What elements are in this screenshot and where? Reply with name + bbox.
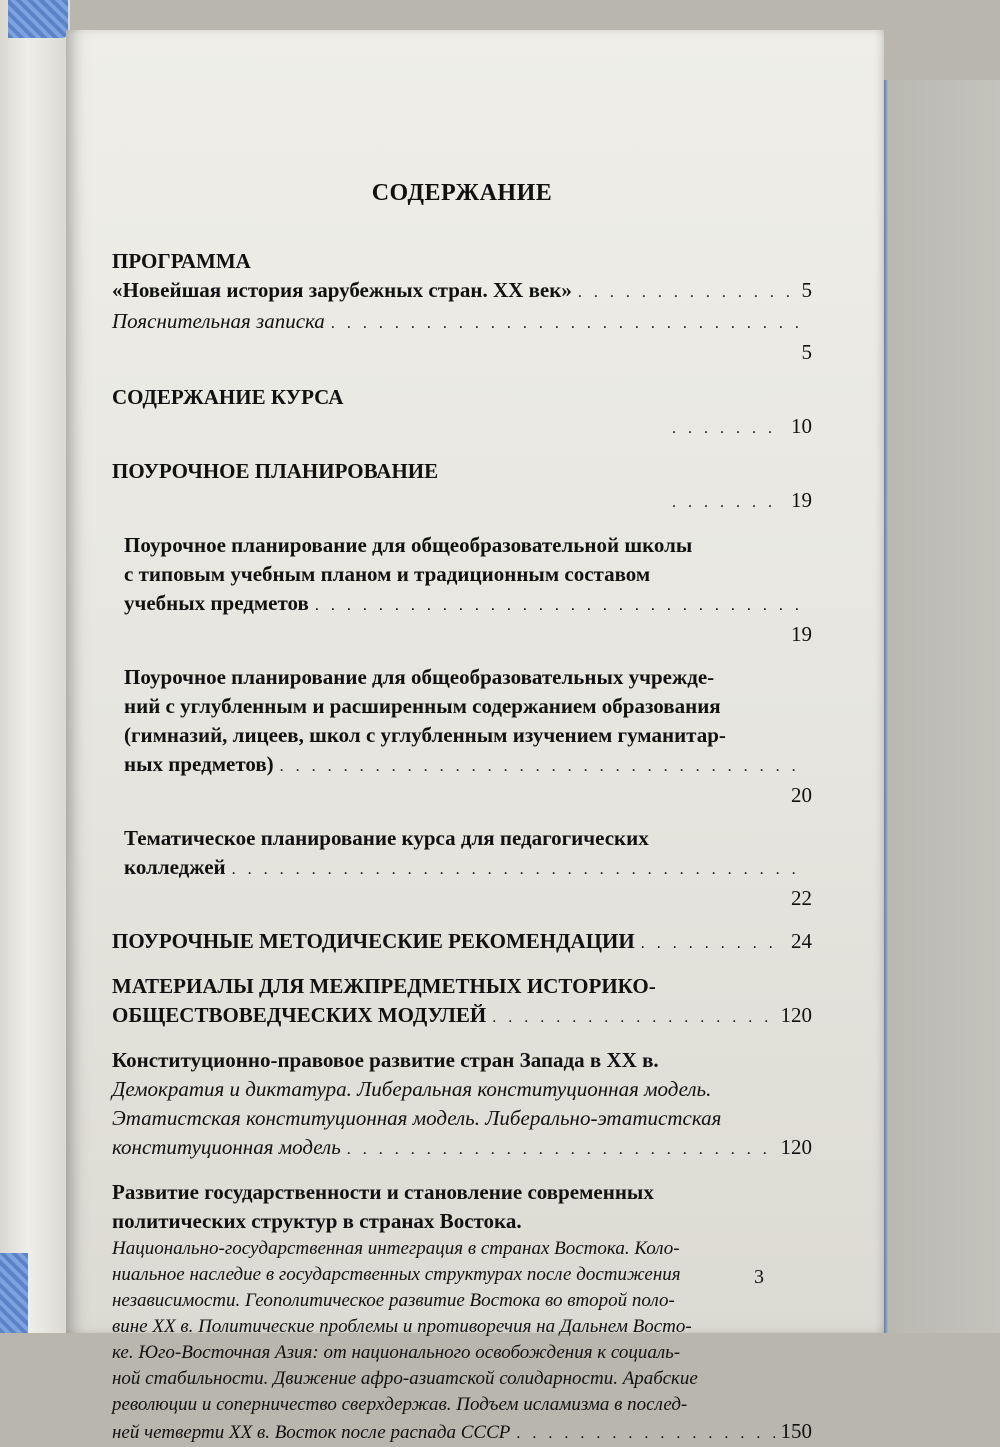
- toc-text-line: конституционная модель: [112, 1135, 341, 1159]
- toc-entry-program-subtitle: [112, 276, 812, 307]
- toc-text-line: революции и соперничество сверхдержав. Подъем исламизма в послед-: [112, 1394, 688, 1415]
- toc-page-number: 120: [780, 1003, 812, 1027]
- toc-text-line: Конституционно-правовое развитие стран Запада в XX в.: [112, 1048, 659, 1072]
- toc-entry-constitutional: [112, 1046, 812, 1164]
- toc-entry-plan-general-school: [112, 531, 812, 649]
- book-cover-left: [0, 0, 70, 1333]
- toc-page-number: 150: [780, 1419, 812, 1443]
- toc-entry-explanatory-page: [112, 338, 812, 369]
- toc-text-line: ных предметов): [124, 752, 274, 776]
- toc-entry-materials: [112, 972, 812, 1032]
- toc-page-number: 5: [801, 340, 812, 364]
- toc-lesson-planning: ПОУРОЧНОЕ ПЛАНИРОВАНИЕ: [112, 459, 439, 483]
- book-cover-right: [870, 80, 1000, 1333]
- leader-dots: [315, 591, 806, 620]
- leader-dots: [347, 1135, 775, 1164]
- leader-dots: [280, 752, 806, 781]
- toc-text-line: ке. Юго-Восточная Азия: от национального освобождения к социаль-: [112, 1342, 681, 1363]
- toc-text-line: Поурочное планирование для общеобразовательной школы: [124, 533, 693, 557]
- toc-explanatory-note: Пояснительная записка: [112, 309, 325, 333]
- toc-entry-lesson-planning: [112, 457, 812, 486]
- toc-heading: СОДЕРЖАНИЕ: [371, 180, 553, 206]
- toc-text-line: колледжей: [124, 855, 226, 879]
- toc-text-line: МАТЕРИАЛЫ ДЛЯ МЕЖПРЕДМЕТНЫХ ИСТОРИКО-: [112, 974, 656, 998]
- leader-dots: [492, 1003, 774, 1032]
- toc-page-number: 19: [791, 622, 812, 646]
- leader-dots: [331, 309, 806, 338]
- toc-text-line: вине XX в. Политические проблемы и противоречия на Дальнем Восто-: [112, 1316, 692, 1337]
- toc-text-line: Поурочное планирование для общеобразовательных учрежде-: [124, 665, 715, 689]
- toc-entry-lesson-planning-page: [112, 486, 812, 517]
- toc-text-line: политических структур в странах Востока.: [112, 1209, 522, 1233]
- toc-page-number: 5: [801, 278, 812, 302]
- toc-entry-method-recommendations: [112, 927, 812, 958]
- toc-page-number: 120: [780, 1135, 812, 1159]
- table-of-contents: [112, 180, 812, 1447]
- book-page: [66, 30, 884, 1443]
- toc-text-line: ной стабильности. Движение афро-азиатской солидарности. Арабские: [112, 1368, 698, 1389]
- toc-page-number: 24: [791, 929, 812, 953]
- toc-text-line: с типовым учебным планом и традиционным составом: [124, 562, 651, 586]
- toc-entry-east: [112, 1178, 812, 1447]
- toc-entry-program: [112, 247, 812, 276]
- toc-course-content: СОДЕРЖАНИЕ КУРСА: [112, 385, 344, 409]
- toc-text-line: ний с углубленным и расширенным содержанием образования: [124, 694, 721, 718]
- toc-text-line: ОБЩЕСТВОВЕДЧЕСКИХ МОДУЛЕЙ: [112, 1003, 487, 1027]
- leader-dots: [578, 278, 796, 307]
- toc-text-line: Этатистская конституционная модель. Либерально-этатистская: [112, 1106, 722, 1130]
- leader-dots: [641, 929, 785, 958]
- toc-entry-plan-advanced-school: [112, 663, 812, 810]
- toc-page-number: 22: [791, 886, 812, 910]
- toc-text-line: ней четверти XX в. Восток после распада СССР: [112, 1422, 511, 1443]
- toc-entry-course-content: [112, 383, 812, 412]
- toc-page-number: 10: [791, 414, 812, 438]
- toc-text-line: Развитие государственности и становление современных: [112, 1180, 654, 1204]
- toc-text-line: учебных предметов: [124, 591, 309, 615]
- toc-text-line: (гимназий, лицеев, школ с углубленным изучением гуманитар-: [124, 723, 726, 747]
- leader-dots: [516, 1421, 774, 1447]
- toc-text-line: Демократия и диктатура. Либеральная конституционная модель.: [112, 1077, 712, 1101]
- leader-dots: [232, 855, 806, 884]
- toc-entry-plan-colleges: [112, 824, 812, 913]
- page-number: 3: [754, 1266, 764, 1288]
- toc-text-line: Национально-государственная интеграция в странах Востока. Коло-: [112, 1238, 680, 1259]
- toc-text-line: Тематическое планирование курса для педагогических: [124, 826, 649, 850]
- toc-program-title: ПРОГРАММА: [112, 249, 251, 273]
- toc-method-recommendations: ПОУРОЧНЫЕ МЕТОДИЧЕСКИЕ РЕКОМЕНДАЦИИ: [112, 929, 635, 953]
- leader-dots: [672, 488, 785, 517]
- toc-entry-explanatory: [112, 307, 812, 338]
- toc-entry-course-content-page: [112, 412, 812, 443]
- toc-text-line: ниальное наследие в государственных структурах после достижения: [112, 1264, 681, 1285]
- leader-dots: [672, 414, 785, 443]
- toc-page-number: 20: [791, 783, 812, 807]
- toc-page-number: 19: [791, 488, 812, 512]
- toc-program-subtitle: «Новейшая история зарубежных стран. XX век»: [112, 278, 572, 302]
- toc-text-line: независимости. Геополитическое развитие Востока во второй поло-: [112, 1290, 675, 1311]
